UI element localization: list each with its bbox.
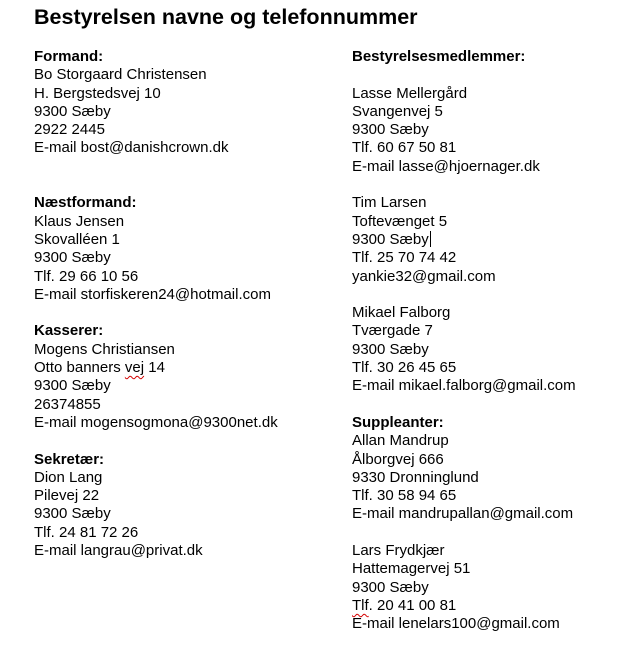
suppleant-phone bbox=[352, 597, 622, 615]
spellcheck-word: Tlf bbox=[352, 596, 369, 614]
suppleant-email: E-mail lenelars100@gmail.com bbox=[352, 615, 560, 633]
spellcheck-word: vej bbox=[124, 359, 145, 377]
formand-phone: 2922 2445 bbox=[34, 121, 105, 139]
member-city: 9300 Sæby bbox=[352, 340, 429, 358]
member-street: Tværgade 7 bbox=[352, 322, 433, 340]
member-email: yankie32@gmail.com bbox=[352, 267, 496, 285]
member-name: Tim Larsen bbox=[352, 194, 427, 212]
formand-heading: Formand: bbox=[34, 48, 104, 65]
kasserer-phone: 26374855 bbox=[34, 395, 101, 413]
left-column bbox=[34, 48, 334, 560]
suppleant-phone: Tlf. 30 58 94 65 bbox=[352, 487, 457, 505]
member-block bbox=[352, 194, 622, 285]
page-title: Bestyrelsen navne og telefonnummer bbox=[34, 5, 418, 29]
sekretaer-block bbox=[34, 451, 334, 561]
text-cursor bbox=[430, 231, 431, 247]
member-city-text: 9300 Sæby bbox=[352, 230, 429, 248]
members-heading: Bestyrelsesmedlemmer: bbox=[352, 48, 526, 65]
naestformand-name: Klaus Jensen bbox=[34, 212, 125, 230]
member-city: 9300 Sæby bbox=[352, 121, 429, 139]
suppleant-name: Allan Mandrup bbox=[352, 432, 449, 450]
kasserer-street-part: Otto banners bbox=[34, 359, 125, 377]
suppleant-city: 9300 Sæby bbox=[352, 578, 429, 596]
kasserer-name: Mogens Christiansen bbox=[34, 340, 175, 358]
kasserer-heading: Kasserer: bbox=[34, 322, 104, 340]
suppleant-street: Hattemagervej 51 bbox=[352, 560, 471, 578]
suppleant-street: Ålborgvej 666 bbox=[352, 450, 444, 468]
formand-block bbox=[34, 48, 334, 158]
suppleant-phone-number: . 20 41 00 81 bbox=[368, 596, 457, 614]
member-phone: Tlf. 60 67 50 81 bbox=[352, 139, 457, 157]
naestformand-street: Skovalléen 1 bbox=[34, 230, 120, 248]
member-block bbox=[352, 85, 622, 176]
naestformand-heading: Næstformand: bbox=[34, 194, 137, 212]
formand-email: E-mail bost@danishcrown.dk bbox=[34, 139, 229, 157]
suppleant-name: Lars Frydkjær bbox=[352, 542, 445, 560]
member-phone: Tlf. 25 70 74 42 bbox=[352, 249, 457, 267]
member-email: E-mail mikael.falborg@gmail.com bbox=[352, 377, 576, 395]
suppleant-email: E-mail mandrupallan@gmail.com bbox=[352, 505, 574, 523]
kasserer-email: E-mail mogensogmona@9300net.dk bbox=[34, 413, 278, 431]
sekretaer-name: Dion Lang bbox=[34, 468, 103, 486]
sekretaer-heading: Sekretær: bbox=[34, 450, 105, 468]
member-email: E-mail lasse@hjoernager.dk bbox=[352, 157, 540, 175]
member-street: Svangenvej 5 bbox=[352, 102, 443, 120]
sekretaer-email: E-mail langrau@privat.dk bbox=[34, 542, 203, 560]
sekretaer-city: 9300 Sæby bbox=[34, 505, 111, 523]
sekretaer-phone: Tlf. 24 81 72 26 bbox=[34, 523, 139, 541]
sekretaer-street: Pilevej 22 bbox=[34, 487, 100, 505]
naestformand-city: 9300 Sæby bbox=[34, 249, 111, 267]
formand-street: H. Bergstedsvej 10 bbox=[34, 84, 161, 102]
kasserer-city: 9300 Sæby bbox=[34, 377, 111, 395]
right-column bbox=[352, 48, 622, 634]
suppleanter-heading: Suppleanter: bbox=[352, 413, 444, 431]
kasserer-block bbox=[34, 322, 334, 432]
formand-name: Bo Storgaard Christensen bbox=[34, 66, 207, 84]
naestformand-email: E-mail storfiskeren24@hotmail.com bbox=[34, 285, 271, 303]
member-phone: Tlf. 30 26 45 65 bbox=[352, 359, 457, 377]
suppleanter-block bbox=[352, 414, 622, 634]
member-name: Lasse Mellergård bbox=[352, 84, 468, 102]
naestformand-block bbox=[34, 194, 334, 304]
member-street: Toftevænget 5 bbox=[352, 212, 448, 230]
member-block bbox=[352, 304, 622, 395]
member-city[interactable] bbox=[352, 231, 622, 249]
kasserer-street-number: 14 bbox=[144, 359, 165, 377]
formand-city: 9300 Sæby bbox=[34, 102, 111, 120]
kasserer-street bbox=[34, 359, 334, 377]
suppleant-city: 9330 Dronninglund bbox=[352, 468, 479, 486]
member-name: Mikael Falborg bbox=[352, 304, 451, 322]
naestformand-phone: Tlf. 29 66 10 56 bbox=[34, 267, 139, 285]
